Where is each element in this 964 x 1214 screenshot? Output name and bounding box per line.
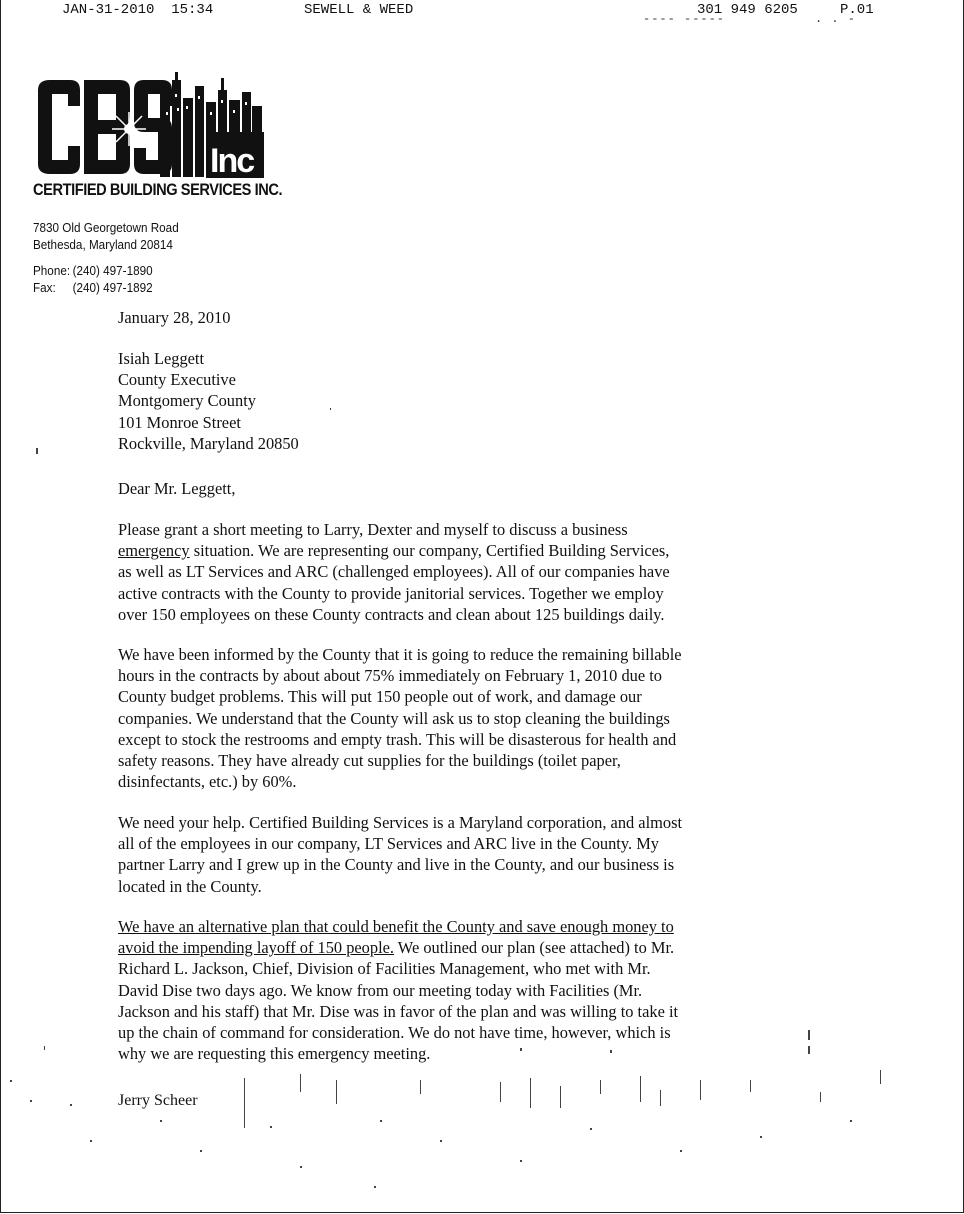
svg-text:Inc: Inc [210, 142, 254, 180]
paragraph-line: as well as LT Services and ARC (challenged employees). All of our companies have [118, 562, 670, 582]
paragraph-line-underlined: We have an alternative plan that could benefit the County and save enough money to [118, 917, 674, 936]
paragraph-line: hours in the contracts by about about 75% immediately on February 1, 2010 due to [118, 666, 662, 686]
paragraph-line: up the chain of command for consideration. We do not have time, however, which is [118, 1022, 671, 1042]
fax-sender: SEWELL & WEED [304, 2, 414, 18]
fax-phone: 301 949 6205 [697, 2, 798, 18]
paragraph-line: except to stock the restrooms and empty trash. This will be disasterous for health and [118, 729, 677, 749]
recipient-line: 101 Monroe Street [118, 412, 241, 432]
recipient-line: Rockville, Maryland 20850 [118, 433, 299, 453]
paragraph-line: County budget problems. This will put 150 people out of work, and damage our [118, 687, 642, 707]
paragraph-line: Richard L. Jackson, Chief, Division of Facilities Management, who met with Mr. [118, 959, 651, 979]
fax-header-dashes-2: . . - [815, 12, 857, 26]
paragraph-line-rest: We outlined our plan (see attached) to Mr. [394, 938, 675, 958]
paragraph-line: partner Larry and I grew up in the County and live in the County, and our business is [118, 855, 675, 875]
paragraph-line: why we are requesting this emergency meeting. [118, 1044, 431, 1064]
paragraph-line: We have been informed by the County that it is going to reduce the remaining billable [118, 645, 682, 664]
paragraph-line: active contracts with the County to provide janitorial services. Together we employ [118, 583, 664, 603]
phone-label: Phone: [33, 263, 71, 278]
phone-number: (240) 497-1890 [72, 263, 153, 278]
fax-datetime: JAN-31-2010 15:34 [62, 2, 214, 18]
paragraph-line: David Dise two days ago. We know from our meeting today with Facilities (Mr. [118, 980, 643, 1000]
paragraph-line: Jackson and his staff) that Mr. Dise was in favor of the plan and was willing to take it [118, 1001, 679, 1021]
paragraph-line: We need your help. Certified Building Services is a Maryland corporation, and almost [118, 813, 683, 832]
fax-header-dashes: ---- ----- [643, 12, 726, 26]
company-name: CERTIFIED BUILDING SERVICES INC. [33, 180, 283, 199]
paragraph-line: safety reasons. They have already cut supplies for the buildings (toilet paper, [118, 750, 621, 770]
recipient-line: Isiah Leggett [118, 349, 205, 368]
letter-date: January 28, 2010 [118, 308, 231, 327]
paragraph-line: located in the County. [118, 876, 262, 896]
layoff-underlined: avoid the impending layoff of 150 people. [118, 938, 394, 958]
salutation: Dear Mr. Leggett, [118, 479, 236, 498]
address-line-2: Bethesda, Maryland 20814 [33, 237, 173, 252]
paragraph-line: companies. We understand that the County will ask us to stop cleaning the buildings [118, 708, 670, 728]
address-line-1: 7830 Old Georgetown Road [33, 220, 179, 235]
fax-label: Fax: [33, 280, 56, 295]
paragraph-line: over 150 employees on these County contracts and clean about 125 buildings daily. [118, 604, 665, 624]
paragraph-line: Please grant a short meeting to Larry, Dexter and myself to discuss a business [118, 520, 628, 539]
fax-number: (240) 497-1892 [72, 280, 153, 295]
recipient-line: County Executive [118, 370, 236, 390]
fax-page: P.01 [840, 2, 874, 18]
emergency-underlined: emergency [118, 541, 190, 561]
recipient-line: Montgomery County [118, 391, 256, 411]
paragraph-line: all of the employees in our company, LT Services and ARC live in the County. My [118, 834, 659, 854]
signature: Jerry Scheer [118, 1092, 198, 1109]
paragraph-line-rest: situation. We are representing our company, Certified Building Services, [189, 541, 670, 561]
paragraph-line: disinfectants, etc.) by 60%. [118, 772, 297, 792]
